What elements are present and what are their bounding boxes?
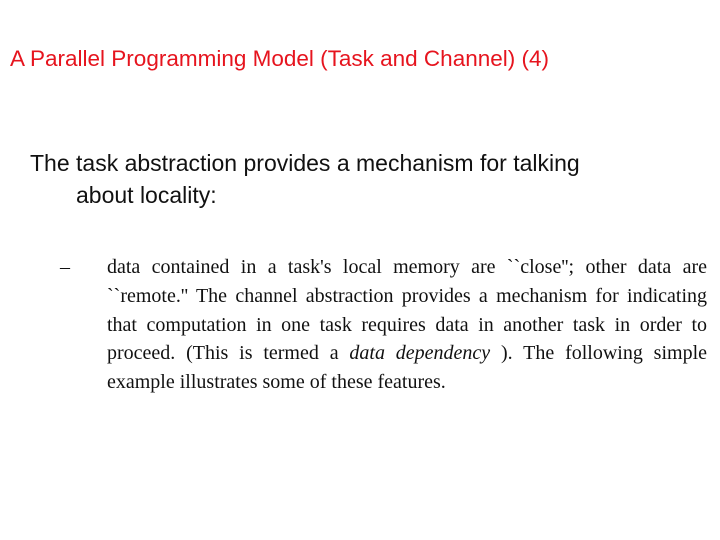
intro-line-2: about locality: [76, 182, 217, 208]
bullet-text-part-2: ). The following simple example illustrates some of these features. [107, 342, 707, 394]
slide-title: A Parallel Programming Model (Task and Channel) (4) [10, 46, 549, 71]
bullet-text-part-1: data contained in a task's local memory are ``close''; other data are ``remote.'' The channel abstraction provides a mechanism for indicating that computation in one task requires data in another task in order to proceed. (This is termed a [107, 256, 707, 365]
intro-paragraph [30, 147, 710, 211]
intro-line-1: The task abstraction provides a mechanism for talking [30, 150, 580, 176]
bullet-marker: – [60, 256, 70, 278]
bullet-emphasis: data dependency [349, 342, 491, 365]
bullet-paragraph [107, 253, 707, 397]
